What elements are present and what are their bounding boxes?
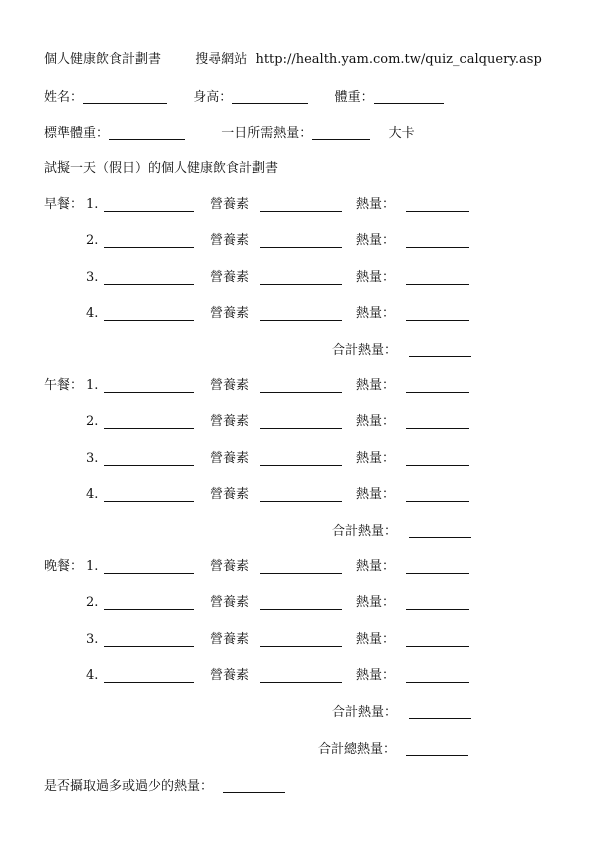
food-field[interactable] (104, 270, 194, 285)
nutrient-label: 營養素 (210, 632, 250, 647)
item-number: 4. (86, 668, 99, 683)
kcal-unit: 大卡 (388, 126, 415, 141)
food-field[interactable] (104, 306, 194, 321)
nutrient-label: 營養素 (210, 595, 250, 610)
nutrient-field[interactable] (260, 595, 342, 610)
food-field[interactable] (104, 197, 194, 212)
standard-weight-label: 標準體重： (44, 126, 110, 141)
food-field[interactable] (104, 595, 194, 610)
calorie-label: 熱量： (356, 595, 396, 610)
nutrient-label: 營養素 (210, 197, 250, 212)
item-number: 2. (86, 233, 99, 248)
calorie-label: 熱量： (356, 668, 396, 683)
calorie-label: 熱量： (356, 378, 396, 393)
height-label: 身高： (193, 90, 233, 105)
page-title: 個人健康飲食計劃書 (44, 52, 162, 67)
subtotal-label: 合計熱量： (332, 705, 398, 720)
item-number: 1. (86, 559, 99, 574)
item-number: 1. (86, 197, 99, 212)
nutrient-label: 營養素 (210, 668, 250, 683)
nutrient-field[interactable] (260, 270, 342, 285)
meal-label: 早餐： (44, 197, 84, 212)
item-number: 3. (86, 632, 99, 647)
calorie-label: 熱量： (356, 306, 396, 321)
header-row (44, 52, 542, 68)
calorie-field[interactable] (406, 233, 469, 248)
calorie-field[interactable] (406, 668, 469, 683)
nutrient-field[interactable] (260, 306, 342, 321)
food-field[interactable] (104, 632, 194, 647)
grand-total-label: 合計總熱量： (318, 742, 397, 757)
standard-row (44, 125, 415, 142)
nutrient-label: 營養素 (210, 487, 250, 502)
item-number: 2. (86, 414, 99, 429)
food-field[interactable] (104, 451, 194, 466)
calorie-field[interactable] (406, 378, 469, 393)
item-number: 3. (86, 270, 99, 285)
nutrient-field[interactable] (260, 233, 342, 248)
daily-calories-label: 一日所需熱量： (221, 126, 313, 141)
food-field[interactable] (104, 668, 194, 683)
food-field[interactable] (104, 233, 194, 248)
intake-answer-field[interactable] (223, 778, 285, 793)
calorie-label: 熱量： (356, 197, 396, 212)
name-label: 姓名： (44, 90, 84, 105)
nutrient-field[interactable] (260, 559, 342, 574)
nutrient-label: 營養素 (210, 306, 250, 321)
nutrient-label: 營養素 (210, 451, 250, 466)
nutrient-field[interactable] (260, 414, 342, 429)
item-number: 2. (86, 595, 99, 610)
search-site-label: 搜尋網站 (195, 52, 248, 67)
calorie-field[interactable] (406, 270, 469, 285)
nutrient-label: 營養素 (210, 270, 250, 285)
question-row (44, 778, 285, 795)
subtotal-label: 合計熱量： (332, 524, 398, 539)
calorie-label: 熱量： (356, 451, 396, 466)
nutrient-field[interactable] (260, 197, 342, 212)
nutrient-label: 營養素 (210, 559, 250, 574)
subtotal-field[interactable] (409, 342, 471, 357)
calorie-label: 熱量： (356, 233, 396, 248)
calorie-field[interactable] (406, 632, 469, 647)
daily-calories-field[interactable] (312, 125, 370, 140)
calorie-label: 熱量： (356, 632, 396, 647)
intake-question: 是否攝取過多或過少的熱量： (44, 779, 214, 794)
food-field[interactable] (104, 487, 194, 502)
meal-label: 午餐： (44, 378, 84, 393)
subtotal-label: 合計熱量： (332, 343, 398, 358)
calorie-field[interactable] (406, 197, 469, 212)
name-field[interactable] (83, 89, 167, 104)
standard-weight-field[interactable] (109, 125, 185, 140)
item-number: 4. (86, 487, 99, 502)
subtotal-field[interactable] (409, 704, 471, 719)
meal-label: 晚餐： (44, 559, 84, 574)
nutrient-label: 營養素 (210, 233, 250, 248)
calorie-field[interactable] (406, 451, 469, 466)
subtotal-field[interactable] (409, 523, 471, 538)
calorie-field[interactable] (406, 595, 469, 610)
food-field[interactable] (104, 559, 194, 574)
weight-field[interactable] (374, 89, 444, 104)
item-number: 3. (86, 451, 99, 466)
calorie-field[interactable] (406, 559, 469, 574)
plan-heading: 試擬一天（假日）的個人健康飲食計劃書 (44, 161, 279, 176)
calorie-label: 熱量： (356, 270, 396, 285)
personal-info-row (44, 89, 444, 106)
nutrient-field[interactable] (260, 451, 342, 466)
food-field[interactable] (104, 414, 194, 429)
calorie-field[interactable] (406, 306, 469, 321)
food-field[interactable] (104, 378, 194, 393)
subtotal-row (332, 523, 471, 540)
search-site-url[interactable]: http://health.yam.com.tw/quiz_calquery.asp (255, 52, 542, 67)
nutrient-label: 營養素 (210, 414, 250, 429)
calorie-label: 熱量： (356, 487, 396, 502)
nutrient-field[interactable] (260, 487, 342, 502)
height-field[interactable] (232, 89, 308, 104)
subtotal-row (332, 704, 471, 721)
calorie-field[interactable] (406, 487, 469, 502)
nutrient-field[interactable] (260, 378, 342, 393)
calorie-label: 熱量： (356, 559, 396, 574)
subtotal-row (332, 342, 471, 359)
nutrient-field[interactable] (260, 632, 342, 647)
calorie-label: 熱量： (356, 414, 396, 429)
grand-total-field[interactable] (406, 741, 468, 756)
grand-total-row (318, 741, 468, 758)
weight-label: 體重： (334, 90, 374, 105)
calorie-field[interactable] (406, 414, 469, 429)
item-number: 4. (86, 306, 99, 321)
item-number: 1. (86, 378, 99, 393)
nutrient-label: 營養素 (210, 378, 250, 393)
nutrient-field[interactable] (260, 668, 342, 683)
